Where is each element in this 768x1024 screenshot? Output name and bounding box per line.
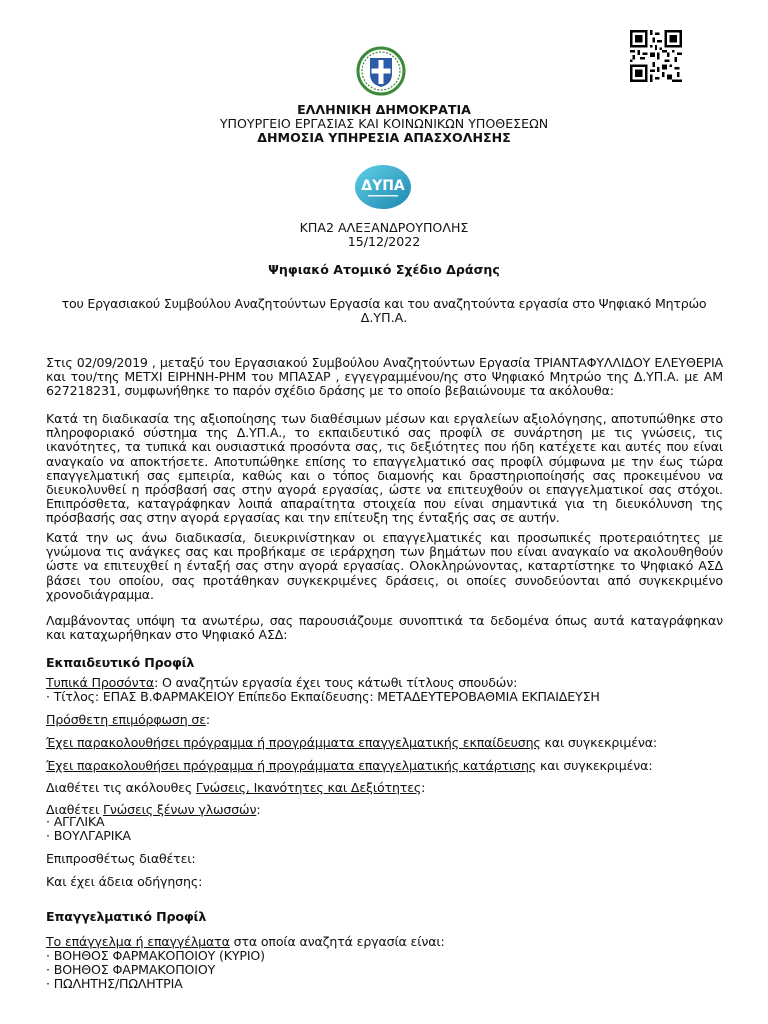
- dypa-logo: [354, 164, 412, 210]
- additional-skills: Επιπροσθέτως διαθέτει:: [46, 851, 196, 866]
- additional-training: Πρόσθετη επιμόρφωση σε:: [46, 712, 210, 727]
- vocational-training-label: Έχει παρακολουθήσει πρόγραμμα ή προγράμματα επαγγελματικής κατάρτισης: [46, 758, 537, 773]
- occupation-item: · ΒΟΗΘΟΣ ΦΑΡΜΑΚΟΠΟΙΟΥ: [46, 962, 216, 977]
- occupations-intro: Το επάγγελμα ή επαγγέλματα στα οποία αναζητά εργασία είναι:: [46, 934, 445, 949]
- vocational-training: Έχει παρακολουθήσει πρόγραμμα ή προγράμματα επαγγελματικής κατάρτισης και συγκεκριμένα:: [46, 758, 653, 773]
- document-subtitle-line2: Δ.ΥΠ.Α.: [360, 310, 408, 325]
- professional-heading: Επαγγελματικό Προφίλ: [46, 909, 207, 924]
- paragraph-process: Κατά τη διαδικασία της αξιοποίησης των διαθέσιμων μέσων και εργαλείων αξιολόγησης, αποτυπώθηκε στο πληροφοριακό σύστημα της Δ.ΥΠ.Α., το εκπαιδευτικό σας προφίλ σε συνάρτηση με τις γνώσεις, τις ικανότητες, τα τυπικά και ουσιαστικά προσόντα σας, τις δεξιότητες που ήδη κατέχετε και αυτές που είναι αναγκαίο να αποκτήσετε. Αποτυπώθηκε επίσης το επαγγελματικό σας προφίλ σύμφωνα με την έως τώρα επαγγελματική σας εμπειρία, καθώς και ο τόπος διαμονής και δραστηριοποίησής σας προκειμένου να διευκολυνθεί η πρόσβασή σας στην αγορά εργασίας, ώστε να επιτευχθούν οι επαγγελματικοί σας στόχοι. Επιπρόσθετα, καταγράφηκαν λοιπά απαραίτητα στοιχεία που είναι σημαντικά για τη διευκόλυνση της πρόσβασής σας στην αγορά εργασίας και την επίτευξη της ένταξής σας σε αυτήν.: [46, 411, 723, 526]
- country-name: ΕΛΛΗΝΙΚΗ ΔΗΜΟΚΡΑΤΙΑ: [297, 102, 471, 117]
- document-date: 15/12/2022: [347, 234, 421, 249]
- languages: Διαθέτει Γνώσεις ξένων γλωσσών:: [46, 802, 261, 817]
- languages-label: Γνώσεις ξένων γλωσσών: [103, 802, 257, 817]
- education-heading: Εκπαιδευτικό Προφίλ: [46, 655, 195, 670]
- occupation-item: · ΠΩΛΗΤΗΣ/ΠΩΛΗΤΡΙΑ: [46, 976, 183, 991]
- paragraph-agreement: Στις 02/09/2019 , μεταξύ του Εργασιακού Συμβούλου Αναζητούντων Εργασία ΤΡΙΑΝΤΑΦΥΛΛΙΔΟΥ ΕΛΕΥΘΕΡΙΑ και του/της ΜΕΤΧΙ ΕΙΡΗΝΗ-ΡΗΜ του ΜΠΑΣΑΡ , εγγεγραμμένου/ης στο Ψηφιακό Μητρώο της Δ.ΥΠ.Α. με ΑΜ 627218231, συμφωνήθηκε το παρόν σχέδιο δράσης με το οποίο βεβαιώνουμε τα ακόλουθα:: [46, 355, 723, 399]
- driving-license: Και έχει άδεια οδήγησης:: [46, 874, 203, 889]
- vocational-education: Έχει παρακολουθήσει πρόγραμμα ή προγράμματα επαγγελματικής εκπαίδευσης και συγκεκριμένα:: [46, 735, 657, 750]
- skills-label: Γνώσεις, Ικανότητες και Δεξιότητες: [195, 780, 422, 795]
- occupation-item: · ΒΟΗΘΟΣ ΦΑΡΜΑΚΟΠΟΙΟΥ (ΚΥΡΙΟ): [46, 948, 265, 963]
- document-subtitle-line1: του Εργασιακού Συμβούλου Αναζητούντων Εργασία και του αναζητούντα εργασία στο Ψηφιακό Μητρώο: [61, 296, 707, 311]
- paragraph-summary: Λαμβάνοντας υπόψη τα ανωτέρω, σας παρουσιάζουμε συνοπτικά τα δεδομένα όπως αυτά καταγράφηκαν και καταχωρήθηκαν στο Ψηφιακό ΑΣΔ:: [46, 613, 723, 643]
- formal-qualifications: Τυπικά Προσόντα: Ο αναζητών εργασία έχει τους κάτωθι τίτλους σπουδών:: [46, 675, 518, 690]
- qr-code-icon: [630, 30, 682, 82]
- document-title: Ψηφιακό Ατομικό Σχέδιο Δράσης: [268, 262, 500, 277]
- formal-qualifications-label: Τυπικά Προσόντα: [46, 675, 155, 690]
- degree-title: · Τίτλος: ΕΠΑΣ Β.ΦΑΡΜΑΚΕΙΟΥ Επίπεδο Εκπαίδευσης: ΜΕΤΑΔΕΥΤΕΡΟΒΑΘΜΙΑ ΕΚΠΑΙΔΕΥΣΗ: [46, 689, 600, 704]
- office-name: ΚΠΑ2 ΑΛΕΞΑΝΔΡΟΥΠΟΛΗΣ: [299, 220, 469, 235]
- paragraph-priorities: Κατά την ως άνω διαδικασία, διευκρινίστηκαν οι επαγγελματικές και προσωπικές προτεραιότητες με γνώμονα τις ανάγκες σας και προβήκαμε σε ιεράρχηση των βημάτων που είναι αναγκαίο να ακολουθηθούν ώστε να επιτευχθεί η ένταξή σας στην αγορά εργασίας. Ολοκληρώνοντας, καταρτίστηκε το Ψηφιακό ΑΣΔ βάσει του οποίου, σας προτάθηκαν συγκεκριμένες δράσεις, οι οποίες συνοδεύονται από συγκεκριμένο χρονοδιάγραμμα.: [46, 530, 723, 602]
- additional-training-label: Πρόσθετη επιμόρφωση σε: [46, 712, 206, 727]
- greek-emblem-icon: [356, 46, 406, 96]
- service-name: ΔΗΜΟΣΙΑ ΥΠΗΡΕΣΙΑ ΑΠΑΣΧΟΛΗΣΗΣ: [257, 130, 511, 145]
- occupations-label: Το επάγγελμα ή επαγγέλματα: [46, 934, 230, 949]
- language-item: · ΑΓΓΛΙΚΑ: [46, 814, 105, 829]
- skills: Διαθέτει τις ακόλουθες Γνώσεις, Ικανότητες και Δεξιότητες:: [46, 780, 426, 795]
- language-item: · ΒΟΥΛΓΑΡΙΚΑ: [46, 828, 131, 843]
- ministry-name: ΥΠΟΥΡΓΕΙΟ ΕΡΓΑΣΙΑΣ ΚΑΙ ΚΟΙΝΩΝΙΚΩΝ ΥΠΟΘΕΣΕΩΝ: [219, 116, 549, 131]
- dypa-logo-text: ΔΥΠΑ: [361, 178, 405, 194]
- vocational-education-label: Έχει παρακολουθήσει πρόγραμμα ή προγράμματα επαγγελματικής εκπαίδευσης: [46, 735, 541, 750]
